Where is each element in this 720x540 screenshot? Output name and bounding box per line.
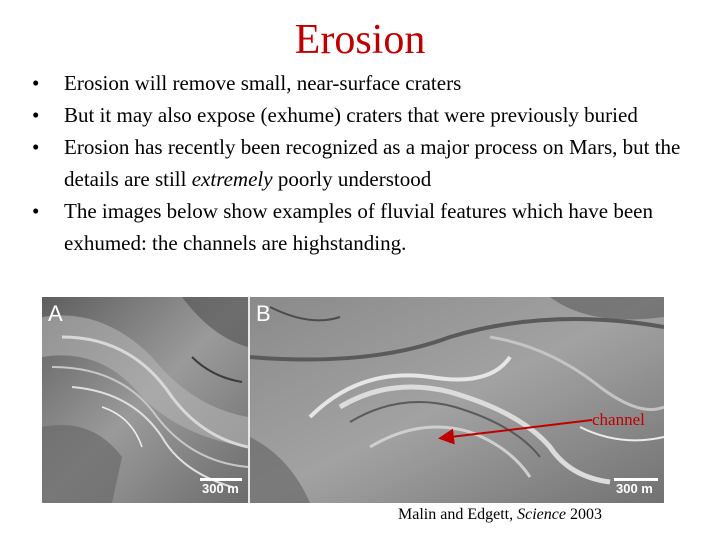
scale-label-b: 300 m bbox=[616, 481, 653, 496]
panel-b-label: B bbox=[256, 301, 271, 326]
bullet-text: Erosion will remove small, near-surface craters bbox=[64, 71, 462, 95]
bullet-text-end: poorly understood bbox=[272, 167, 432, 191]
bullet-icon: • bbox=[32, 135, 40, 159]
credit-authors: Malin and Edgett, bbox=[398, 506, 514, 523]
bullet-icon: • bbox=[32, 103, 40, 127]
credit-year: 2003 bbox=[569, 506, 602, 523]
bullet-icon: • bbox=[32, 71, 40, 95]
bullet-text: The images below show examples of fluvial features which have been exhumed: the channels are highstanding. bbox=[64, 199, 653, 255]
credit-journal: Science bbox=[517, 506, 566, 523]
bullet-text: But it may also expose (exhume) craters that were previously buried bbox=[64, 103, 638, 127]
panel-a-label: A bbox=[48, 301, 63, 326]
slide-title: Erosion bbox=[294, 17, 426, 63]
channel-annotation: channel bbox=[592, 410, 645, 429]
bullet-icon: • bbox=[32, 199, 40, 223]
scale-label-a: 300 m bbox=[202, 481, 239, 496]
image-credit bbox=[398, 506, 602, 524]
bullet-text-start: Erosion has recently been recognized as a major process on Mars, but the details are still bbox=[64, 135, 681, 191]
bullet-emphasis: extremely bbox=[191, 167, 273, 191]
